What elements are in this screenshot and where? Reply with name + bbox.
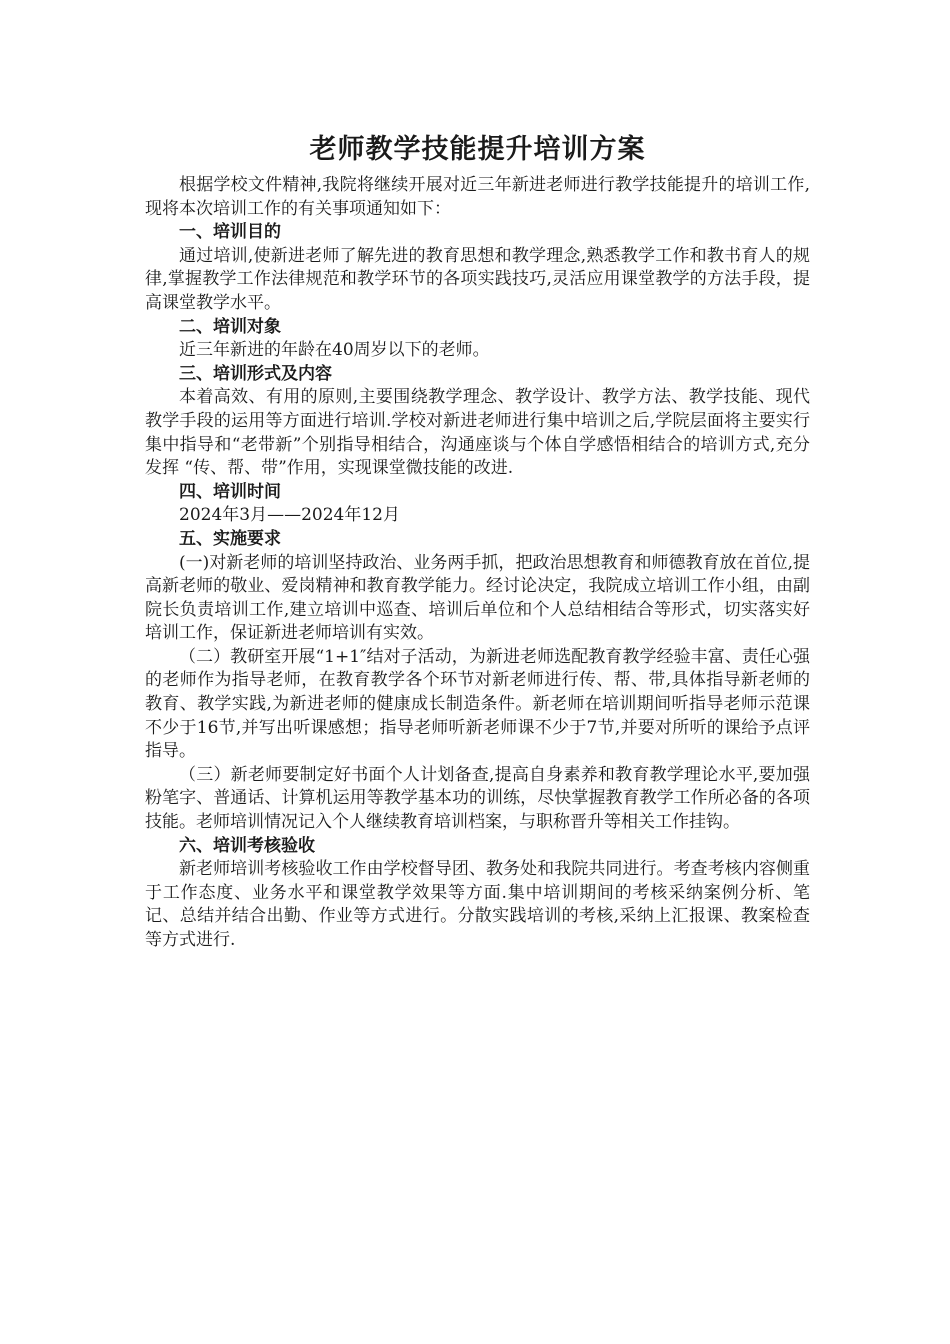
section-heading: 六、培训考核验收 (179, 835, 315, 856)
section-paragraph: （三）新老师要制定好书面个人计划备查,提高自身素养和教育教学理论水平,要加强粉笔字、普通话、计算机运用等教学基本功的训练，尽快掌握教育教学工作所必备的各项技能。老师培训情况记入个人继续教育培训档案，与职称晋升等相关工作挂钩。 (145, 764, 810, 833)
section-heading: 一、培训目的 (179, 222, 281, 243)
document-page (145, 130, 810, 953)
section-requirements (145, 528, 810, 835)
section-paragraph: 2024年3月——2024年12月 (179, 505, 400, 526)
section-paragraph: 通过培训,使新进老师了解先进的教育思想和教学理念,熟悉教学工作和教书育人的规律,掌握教学工作法律规范和教学环节的各项实践技巧,灵活应用课堂教学的方法手段，提高课堂教学水平。 (145, 245, 810, 313)
intro-paragraph: 根据学校文件精神,我院将继续开展对近三年新进老师进行教学技能提升的培训工作,现将本次培训工作的有关事项通知如下： (145, 175, 810, 219)
section-heading: 二、培训对象 (179, 316, 281, 337)
document-title: 老师教学技能提升培训方案 (309, 134, 646, 165)
section-heading: 四、培训时间 (179, 481, 281, 502)
section-purpose (145, 221, 810, 315)
section-paragraph: (一)对新老师的培训坚持政治、业务两手抓，把政治思想教育和师德教育放在首位,提高新老师的敬业、爱岗精神和教育教学能力。经讨论决定，我院成立培训工作小组，由副院长负责培训工作,建立培训中巡查、培训后单位和个人总结相结合等形式，切实落实好培训工作，保证新进老师培训有实效。 (145, 552, 810, 644)
section-paragraph: （二）教研室开展“1+1″结对子活动，为新进老师选配教育教学经验丰富、责任心强的老师作为指导老师，在教育教学各个环节对新老师进行传、帮、带,具体指导新老师的教育、教学实践,为新进老师的健康成长制造条件。新老师在培训期间听指导老师示范课不少于16节,并写出听课感想；指导老师听新老师课不少于7节,并要对所听的课给予点评指导。 (145, 646, 810, 762)
section-assessment (145, 835, 810, 953)
section-heading: 五、实施要求 (179, 528, 281, 549)
section-format (145, 363, 810, 481)
section-heading: 三、培训形式及内容 (179, 363, 332, 384)
section-target (145, 316, 810, 363)
section-time (145, 481, 810, 528)
section-paragraph: 近三年新进的年龄在40周岁以下的老师。 (179, 340, 490, 361)
section-paragraph: 本着高效、有用的原则,主要围绕教学理念、教学设计、教学方法、教学技能、现代教学手段的运用等方面进行培训.学校对新进老师进行集中培训之后,学院层面将主要实行集中指导和“老带新”个别指导相结合，沟通座谈与个体自学感悟相结合的培训方式,充分发挥 “传、帮、带”作用，实现课堂微技能的改进. (145, 387, 810, 479)
section-paragraph: 新老师培训考核验收工作由学校督导团、教务处和我院共同进行。考查考核内容侧重于工作态度、业务水平和课堂教学效果等方面.集中培训期间的考核采纳案例分析、笔记、总结并结合出勤、作业等方式进行。分散实践培训的考核,采纳上汇报课、教案检查等方式进行. (145, 859, 810, 950)
